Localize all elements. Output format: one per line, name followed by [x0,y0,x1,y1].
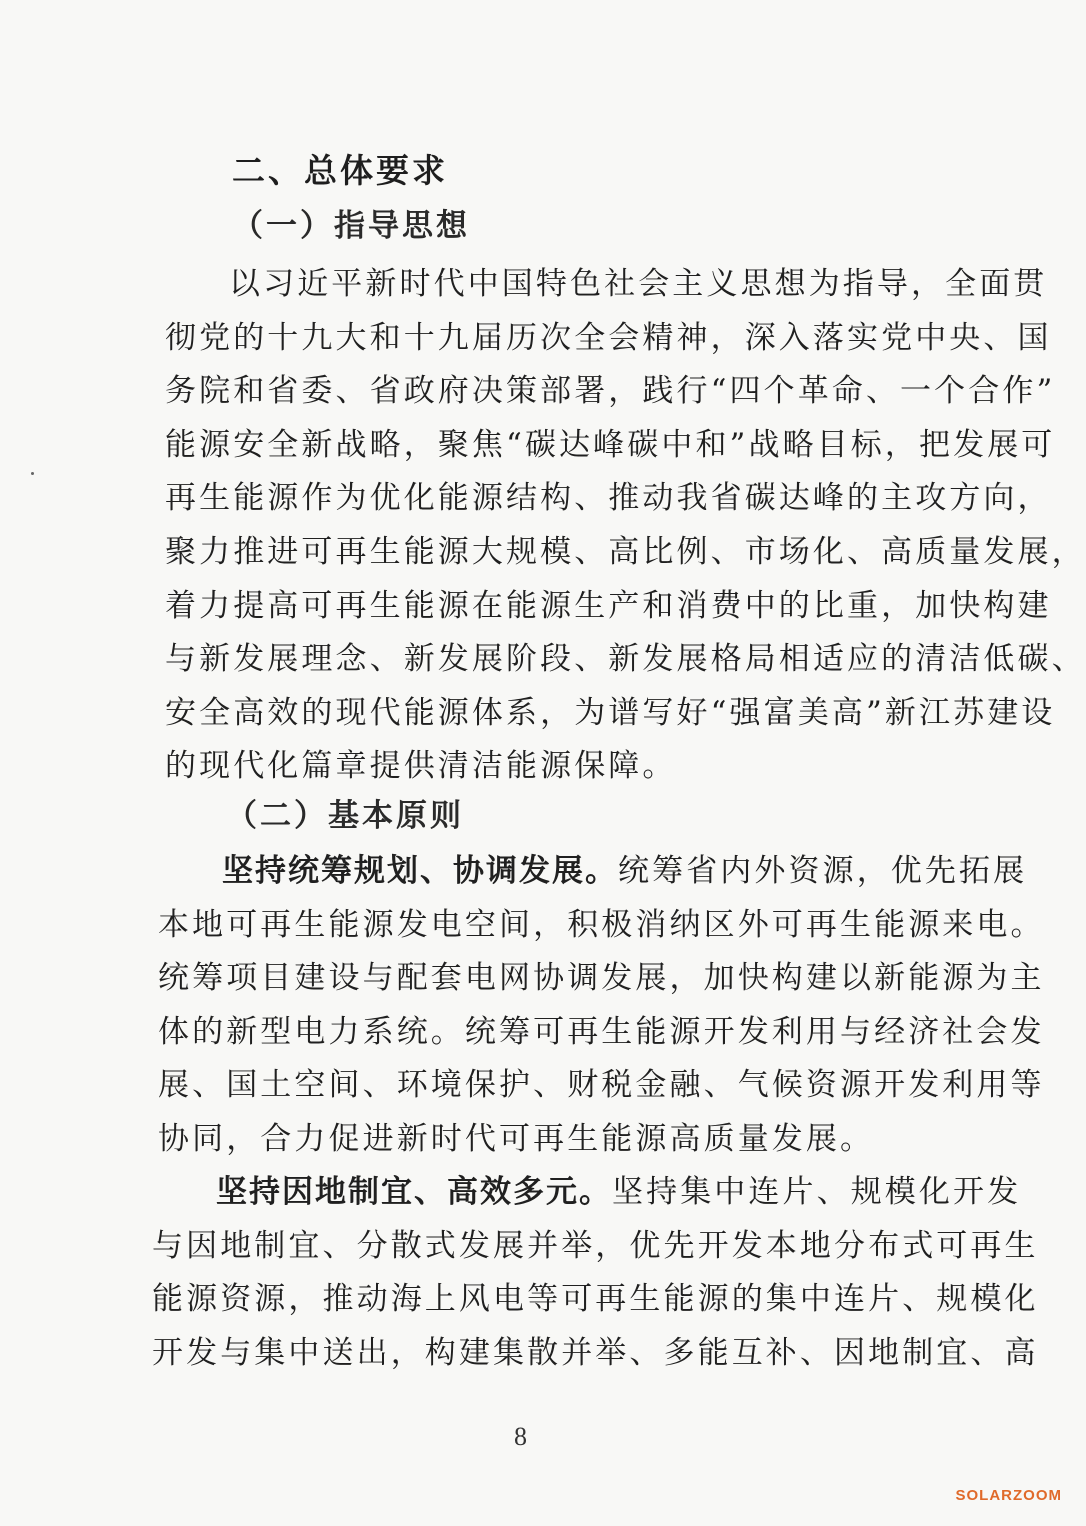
text-line: 体的新型电力系统。统筹可再生能源开发利用与经济社会发 [158,1013,1045,1050]
text-line: 能源资源，推动海上风电等可再生能源的集中连片、规模化 [152,1281,1039,1318]
text-line: 统筹项目建设与配套电网协调发展，加快构建以新能源为主 [158,960,1045,997]
paragraph-guiding-thought [165,258,1086,794]
text-line [158,845,1028,899]
subsection-heading-basic-principles: （二）基本原则 [226,798,464,834]
subsection-heading-guiding-thought: （一）指导思想 [232,208,470,244]
text-line: 以习近平新时代中国特色社会主义思想为指导，全面贯 [229,266,1048,302]
principle-text: 坚持集中连片、规模化开发 [612,1174,1022,1210]
text-line: 着力提高可再生能源在能源生产和消费中的比重，加快构建 [165,587,1052,624]
text-line [152,1166,1022,1220]
text-line: 安全高效的现代能源体系，为谱写好“强富美高”新江苏建设 [165,694,1056,731]
text-line: 与新发展理念、新发展阶段、新发展格局相适应的清洁低碳、 [165,641,1086,678]
watermark-logo: SOLARZOOM [955,1487,1062,1504]
text-line: 务院和省委、省政府决策部署，践行“四个革命、一个合作” [165,373,1056,410]
text-line: 开发与集中送出，构建集散并举、多能互补、因地制宜、高 [152,1334,1039,1371]
principle-lead: 坚持因地制宜、高效多元。 [216,1174,612,1210]
text-line: 本地可再生能源发电空间，积极消纳区外可再生能源来电。 [158,906,1045,943]
text-line: 聚力推进可再生能源大规模、高比例、市场化、高质量发展， [165,533,1086,570]
principle-lead: 坚持统筹规划、协调发展。 [222,853,618,889]
text-line: 彻党的十九大和十九届历次全会精神，深入落实党中央、国 [165,319,1052,356]
page-number: 8 [514,1422,527,1451]
paragraph-principle-local [152,1166,1039,1380]
text-line: 协同，合力促进新时代可再生能源高质量发展。 [158,1120,875,1157]
principle-text: 统筹省内外资源，优先拓展 [618,853,1028,889]
paragraph-principle-planning [158,845,1045,1167]
section-heading: 二、总体要求 [232,151,448,190]
text-line: 与因地制宜、分散式发展并举，优先开发本地分布式可再生 [152,1227,1039,1264]
text-line: 再生能源作为优化能源结构、推动我省碳达峰的主攻方向， [165,480,1052,517]
text-line: 展、国土空间、环境保护、财税金融、气候资源开发利用等 [158,1067,1045,1104]
text-line: 的现代化篇章提供清洁能源保障。 [165,748,677,785]
text-line: 能源安全新战略，聚焦“碳达峰碳中和”战略目标，把发展可 [165,426,1056,463]
scan-speck [31,472,34,475]
